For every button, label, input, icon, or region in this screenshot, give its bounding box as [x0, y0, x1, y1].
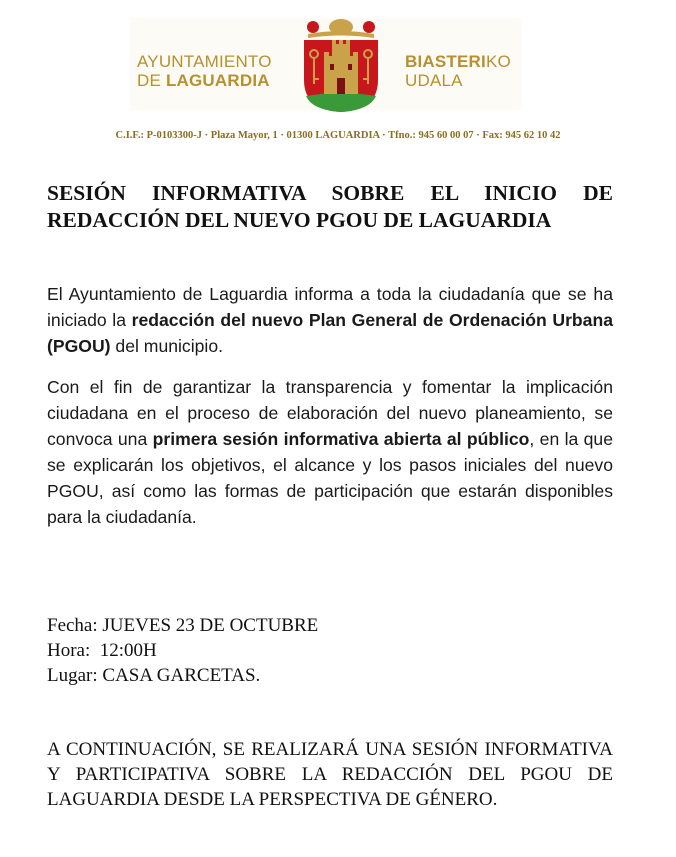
coat-of-arms-icon	[296, 18, 386, 114]
logo-line-ayuntamiento: AYUNTAMIENTO	[137, 52, 272, 71]
logo-line-udala: UDALA	[405, 71, 463, 90]
logo-text-biasteriko	[405, 52, 525, 90]
event-time: Hora: 12:00H	[47, 640, 157, 661]
document-title: SESIÓN INFORMATIVA SOBRE EL INICIO DE REDACCIÓN DEL NUEVO PGOU DE LAGUARDIA	[47, 181, 613, 232]
logo-text-ayuntamiento	[137, 52, 287, 90]
paragraph-intro: El Ayuntamiento de Laguardia informa a toda la ciudadanía que se ha iniciado la redacción del nuevo Plan General de Ordenación Urbana (PGOU) del municipio.	[47, 284, 613, 356]
cif-contact-line: C.I.F.: P-0103300-J · Plaza Mayor, 1 · 01300 LAGUARDIA · Tfno.: 945 60 00 07 · Fax: 945 62 10 42	[115, 130, 561, 141]
event-place: Lugar: CASA GARCETAS.	[47, 665, 261, 686]
closing-paragraph: A CONTINUACIÓN, SE REALIZARÁ UNA SESIÓN INFORMATIVA Y PARTICIPATIVA SOBRE LA REDACCIÓN DEL PGOU DE LAGUARDIA DESDE LA PERSPECTIVA DE GÉNERO.	[47, 739, 613, 810]
logo-line-laguardia: DE LAGUARDIA	[137, 71, 270, 90]
paragraph-convocatoria: Con el fin de garantizar la transparencia y fomentar la implicación ciudadana en el proceso de elaboración del nuevo planeamiento, se convoca una primera sesión informativa abierta al público, en la que se explicarán los objetivos, el alcance y los pasos iniciales del nuevo PGOU, así como las formas de participación que estarán disponibles para la ciudadanía.	[47, 377, 613, 527]
event-date: Fecha: JUEVES 23 DE OCTUBRE	[47, 615, 319, 636]
logo-line-biasteriko: BIASTERIKO	[405, 52, 511, 71]
event-details	[47, 613, 547, 688]
